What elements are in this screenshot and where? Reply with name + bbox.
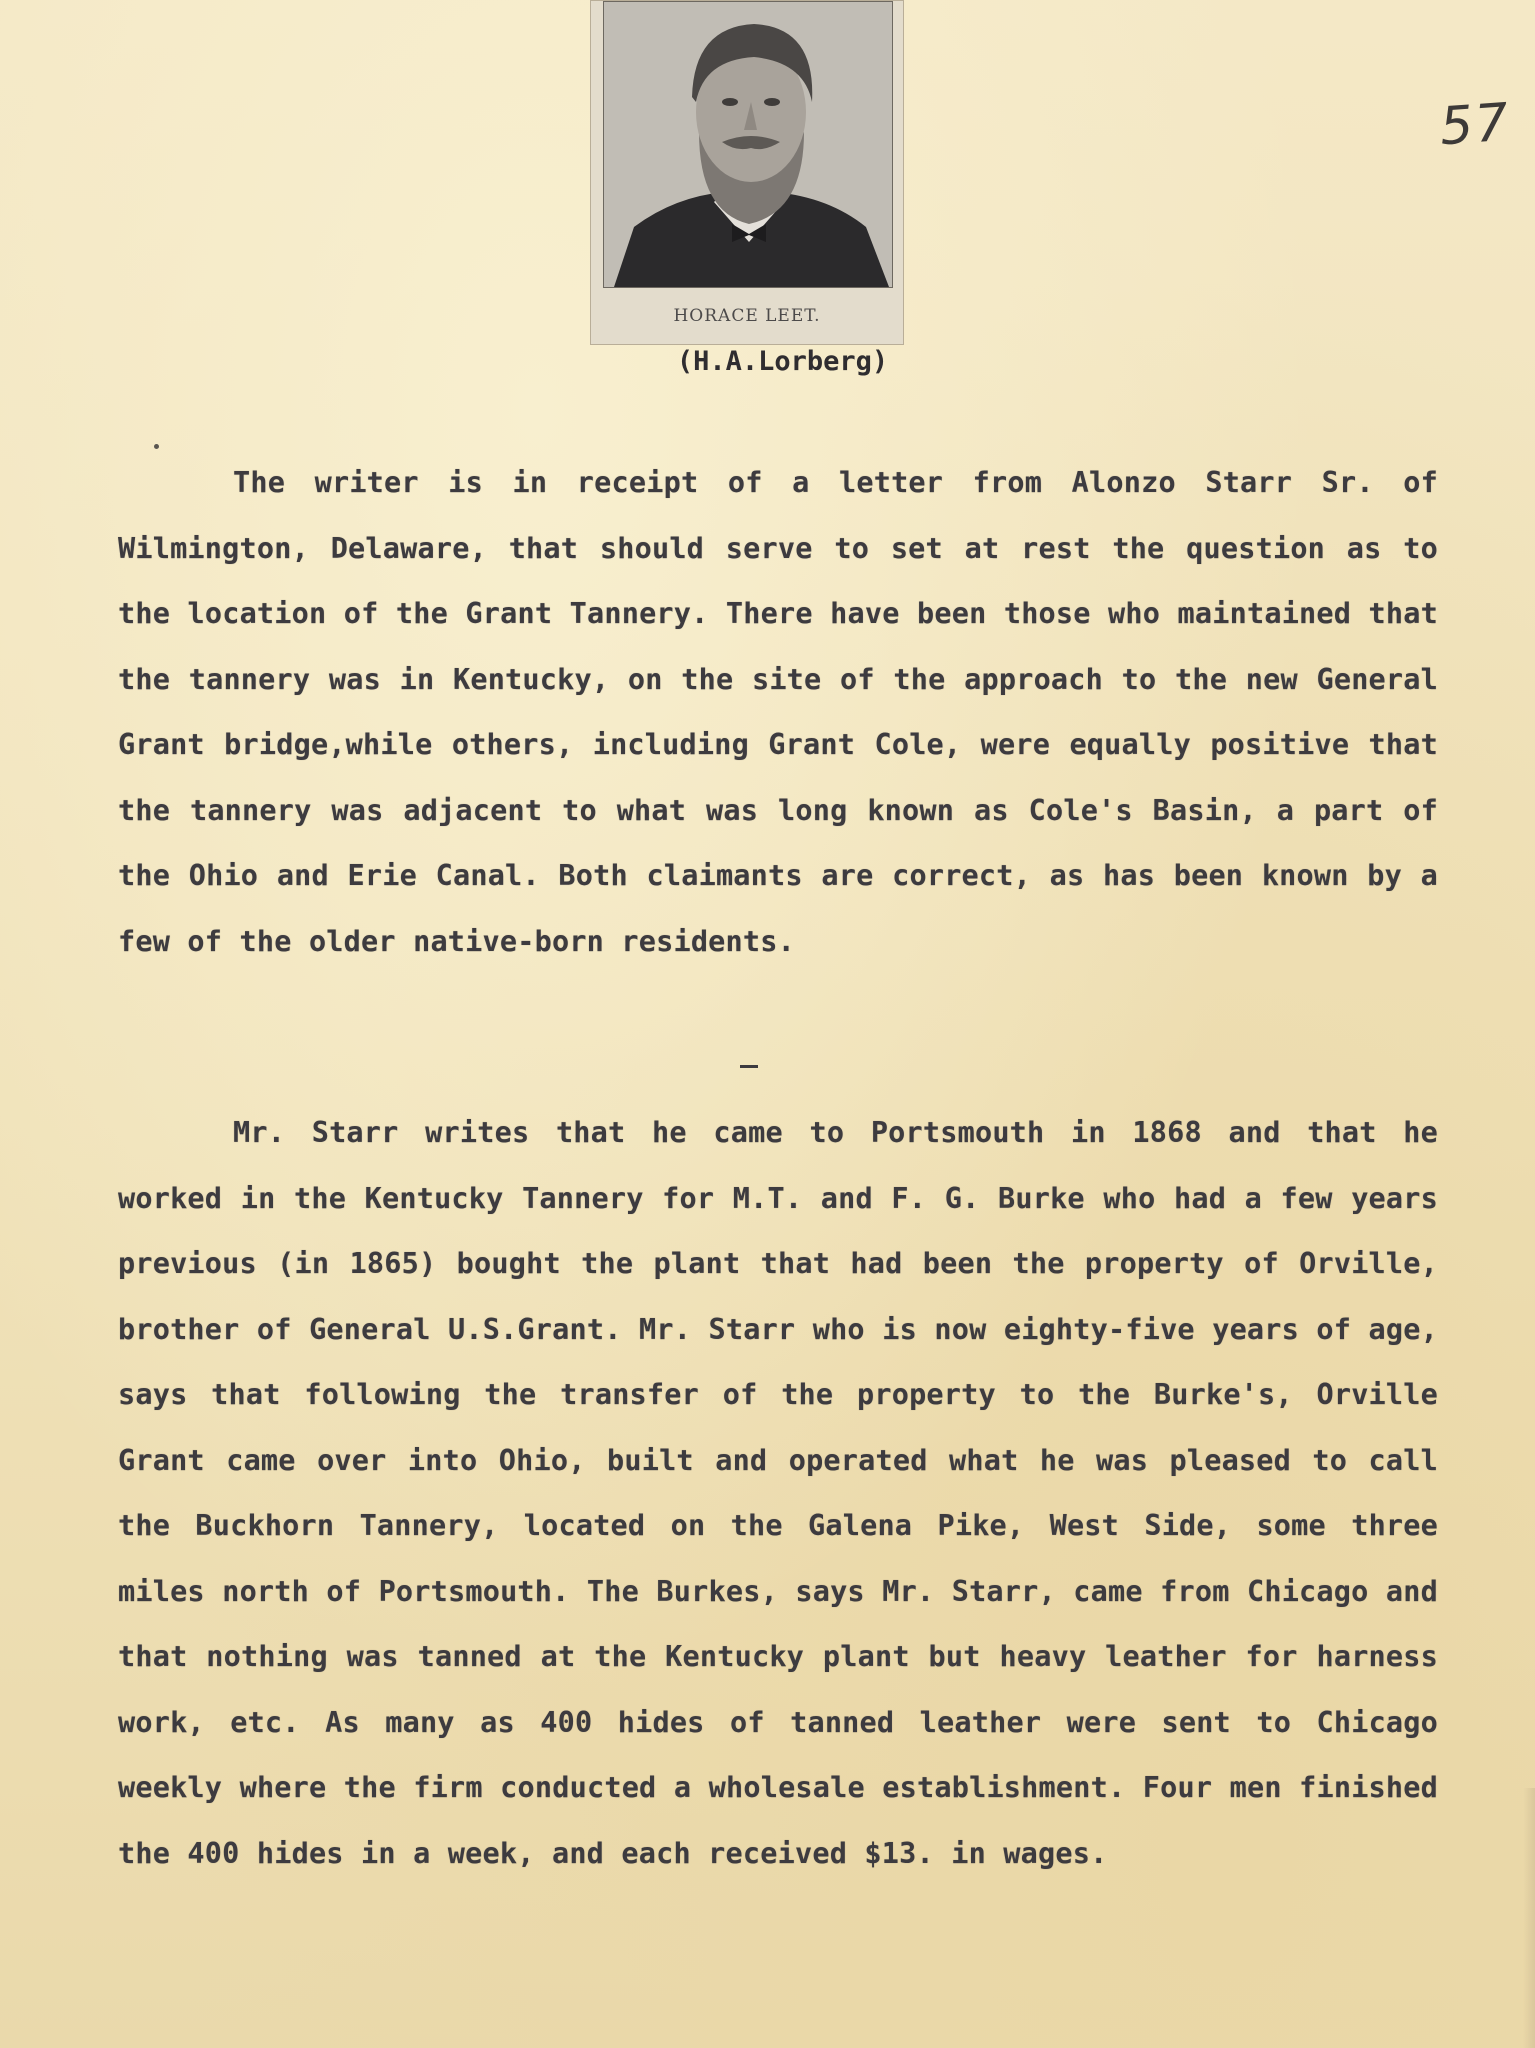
- portrait-photo: [603, 1, 893, 288]
- portrait-image: [604, 2, 892, 287]
- photo-credit: (H.A.Lorberg): [676, 346, 889, 377]
- paragraph-2: Mr. Starr writes that he came to Portsmouth in 1868 and that he worked in the Kentucky Tannery for M.T. and F. G. Burke who had a few years previous (in 1865) bought the plant that had been the property of Orville, brother of General U.S.Grant. Mr. Starr who is now eighty-five years of age, says that following the transfer of the property to the Burke's, Orville Grant came over into Ohio, built and operated what he was pleased to call the Buckhorn Tannery, located on the Galena Pike, West Side, some three miles north of Portsmouth. The Burkes, says Mr. Starr, came from Chicago and that nothing was tanned at the Kentucky plant but heavy leather for harness work, etc. As many as 400 hides of tanned leather were sent to Chicago weekly where the firm conducted a wholesale establishment. Four men finished the 400 hides in a week, and each received $13. in wages.: [118, 1116, 1438, 1870]
- ink-dot: [154, 444, 159, 449]
- section-separator: [740, 1065, 758, 1068]
- portrait-caption: HORACE LEET.: [673, 306, 821, 326]
- paragraph-1: The writer is in receipt of a letter from Alonzo Starr Sr. of Wilmington, Delaware, that should serve to set at rest the question as to the location of the Grant Tannery. There have been those who maintained that the tannery was in Kentucky, on the site of the approach to the new General Grant bridge,while others, including Grant Cole, were equally positive that the tannery was adjacent to what was long known as Cole's Basin, a part of the Ohio and Erie Canal. Both claimants are correct, as has been known by a few of the older native-born residents.: [118, 466, 1438, 958]
- page-number: 57: [1437, 92, 1513, 158]
- paper-edge: [1523, 1788, 1535, 2048]
- portrait-clipping: [590, 0, 904, 345]
